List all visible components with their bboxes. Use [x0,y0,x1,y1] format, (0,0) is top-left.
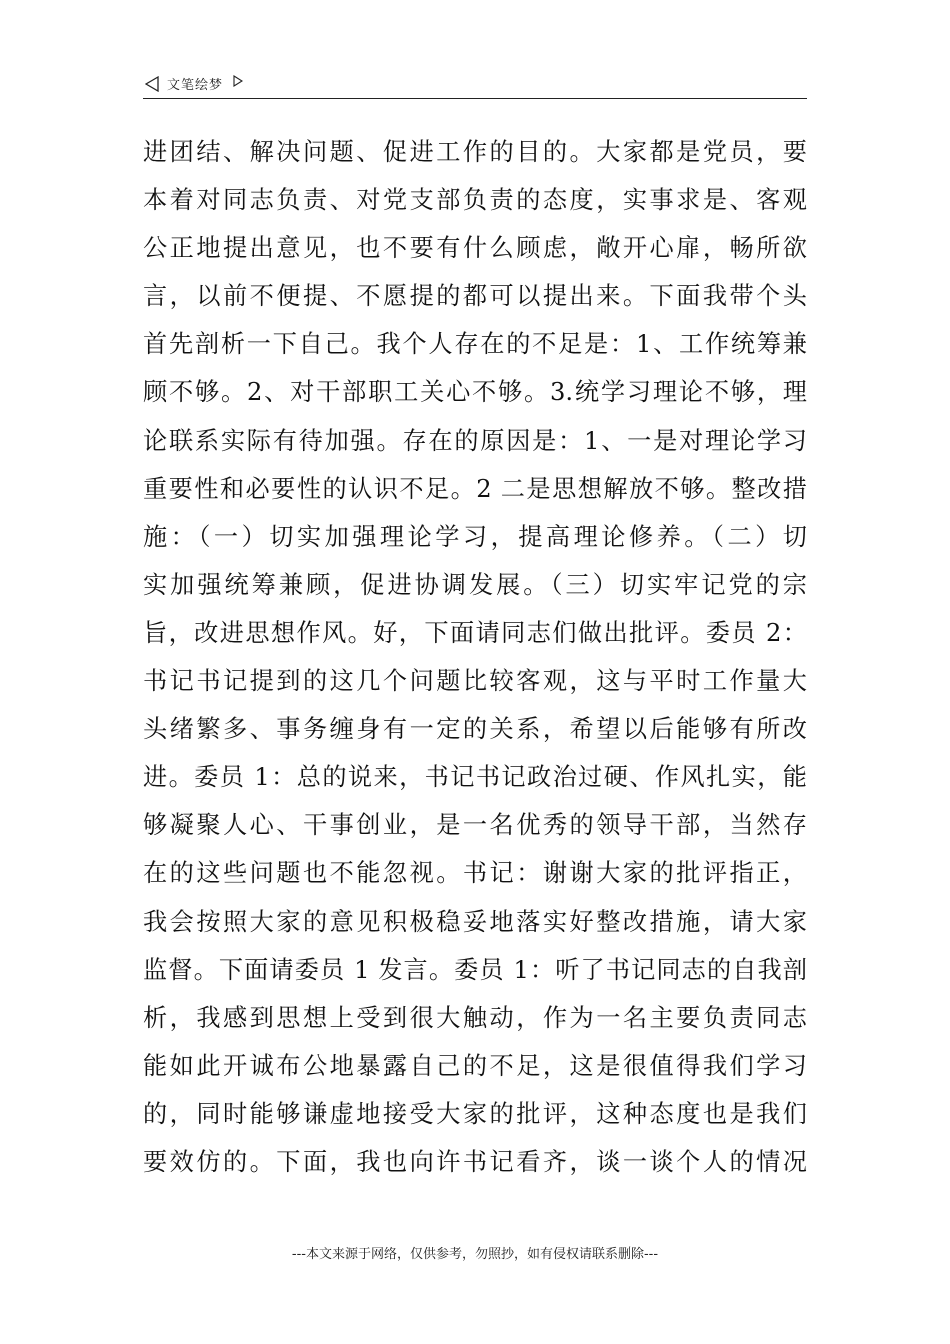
header-brand: 文笔绘梦 [167,78,224,93]
body-line: 能如此开诚布公地暴露自己的不足，这是很值得我们学习 [143,1051,807,1080]
body-line: 在的这些问题也不能忽视。书记：谢谢大家的批评指正， [143,859,807,888]
body-line: 要效仿的。下面，我也向许书记看齐，谈一谈个人的情况 [143,1147,807,1176]
body-line: 本着对同志负责、对党支部负责的态度，实事求是、客观 [143,186,807,215]
body-line: 言，以前不便提、不愿提的都可以提出来。下面我带个头 [143,282,807,311]
body-line: 进团结、解决问题、促进工作的目的。大家都是党员，要 [143,138,807,166]
body-line: 书记书记提到的这几个问题比较客观，这与平时工作量大 [143,667,807,696]
footer-notice: ---本文来源于网络，仅供参考，勿照抄，如有侵权请联系删除--- [291,1247,659,1262]
triangle-left-icon [145,76,159,92]
body-line: 够凝聚人心、干事创业，是一名优秀的领导干部，当然存 [143,811,807,840]
body-line: 公正地提出意见，也不要有什么顾虑，敞开心扉，畅所欲 [143,234,807,263]
body-line: 我会按照大家的意见积极稳妥地落实好整改措施，请大家 [143,907,807,936]
body-line: 旨，改进思想作风。好，下面请同志们做出批评。委员 2： [143,618,807,647]
body-line: 施：（一）切实加强理论学习，提高理论修养。（二）切 [143,522,807,551]
body-line: 首先剖析一下自己。我个人存在的不足是：1、工作统筹兼 [143,330,807,359]
body-line: 析，我感到思想上受到很大触动，作为一名主要负责同志 [143,1003,807,1032]
body-line: 的，同时能够谦虚地接受大家的批评，这种态度也是我们 [143,1099,807,1128]
document-body [143,131,807,1189]
body-line: 论联系实际有待加强。存在的原因是：1、一是对理论学习 [143,426,807,455]
body-line: 重要性和必要性的认识不足。2 二是思想解放不够。整改措 [143,474,807,503]
body-line: 监督。下面请委员 1 发言。委员 1：听了书记同志的自我剖 [143,955,807,984]
body-line: 头绪繁多、事务缠身有一定的关系，希望以后能够有所改 [143,715,807,744]
triangle-right-icon [233,75,243,87]
body-line: 顾不够。2、对干部职工关心不够。3.统学习理论不够，理 [143,378,807,407]
page-header [143,72,807,99]
body-line: 实加强统筹兼顾，促进协调发展。（三）切实牢记党的宗 [143,570,807,599]
body-line: 进。委员 1：总的说来，书记书记政治过硬、作风扎实，能 [143,763,807,792]
